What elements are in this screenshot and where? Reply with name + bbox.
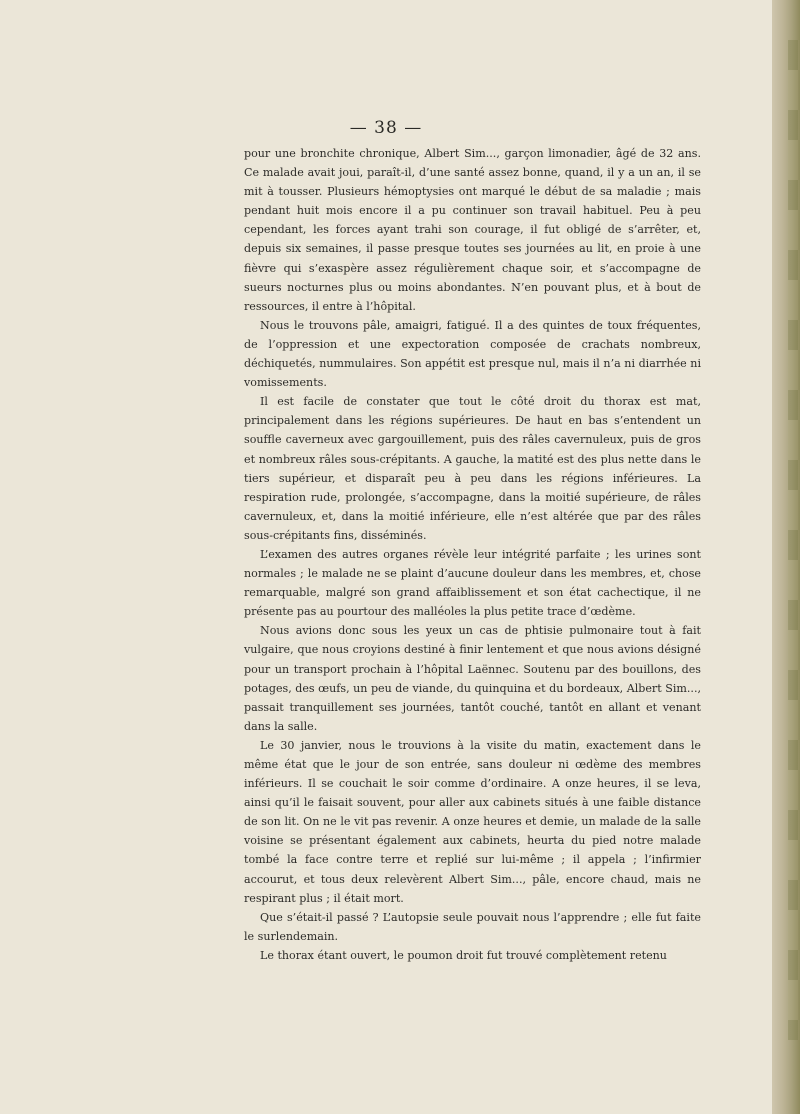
paragraph: Le 30 janvier, nous le trouvions à la visite du matin, exactement dans le même état que le jour de son entrée, sans douleur ni œdème des membres inférieurs. Il se couchait le soir comme d’ordinaire. A onze heures, il se leva, ainsi qu’il le faisait souvent, pour aller aux cabinets situés à une faible distance de son lit. On ne le vit pas revenir. A onze heures et demie, un malade de la salle voisine se présentant également aux cabinets, heurta du pied notre malade tombé la face contre terre et replié sur lui-même ; il appela ; l’infirmier accourut, et tous deux relevèrent Albert Sim..., pâle, encore chaud, mais ne respirant plus ; il était mort. (244, 738, 701, 905)
paragraph: pour une bronchite chronique, Albert Sim..., garçon limonadier, âgé de 32 ans. Ce malade avait joui, paraît-il, d’une santé assez bonne, quand, il y a un an, il se mit à tousser. Plusieurs hémoptysies ont marqué le début de sa maladie ; mais pendant huit mois encore il a pu continuer son travail habituel. Peu à peu cependant, les forces ayant trahi son courage, il fut obligé de s’arrêter, et, depuis six semaines, il passe presque toutes ses journées au lit, en proie à une fièvre qui s’exaspère assez régulièrement chaque soir, et s’accompagne de sueurs nocturnes plus ou moins abondantes. N’en pouvant plus, et à bout de ressources, il entre à l’hôpital. (244, 147, 701, 313)
paragraph: Nous avions donc sous les yeux un cas de phtisie pulmonaire tout à fait vulgaire, que nous croyions destiné à finir lentement et que nous avions désigné pour un transport prochain à l’hôpital Laënnec. Soutenu par des bouillons, des potages, des œufs, un peu de viande, du quinquina et du bordeaux, Albert Sim..., passait tranquillement ses journées, tantôt couché, tantôt en allant et venant dans la salle. (244, 624, 701, 733)
page-edge-shadow (772, 0, 800, 1114)
paragraph: Que s’était-il passé ? L’autopsie seule pouvait nous l’apprendre ; elle fut faite le surlendemain. (244, 910, 701, 943)
paragraph: Il est facile de constater que tout le côté droit du thorax est mat, principalement dans les régions supérieures. De haut en bas s’entendent un souffle caverneux avec gargouillement, puis des râles cavernuleux, puis de gros et nombreux râles sous-crépitants. A gauche, la matité est des plus nette dans le tiers supérieur, et disparaît peu à peu dans les régions inférieures. La respiration rude, prolongée, s’accompagne, dans la moitié supérieure, de râles cavernuleux, et, dans la moitié inférieure, elle n’est altérée que par des râles sous-crépitants fins, disséminés. (244, 395, 701, 542)
paragraph: Le thorax étant ouvert, le poumon droit fut trouvé complètement retenu (260, 948, 667, 962)
body-text (244, 144, 701, 965)
paragraph: Nous le trouvons pâle, amaigri, fatigué. Il a des quintes de toux fréquentes, de l’oppression et une expectoration composée de crachats nombreux, déchiquetés, nummulaires. Son appétit est presque nul, mais il n’a ni diarrhée ni vomissements. (244, 318, 701, 390)
paragraph: L’examen des autres organes révèle leur intégrité parfaite ; les urines sont normales ; le malade ne se plaint d’aucune douleur dans les membres, et, chose remarquable, malgré son grand affaiblissement et son état cachectique, il ne présente pas au pourtour des malléoles la plus petite trace d’œdème. (244, 547, 701, 619)
page-number: — 38 — (349, 118, 423, 138)
